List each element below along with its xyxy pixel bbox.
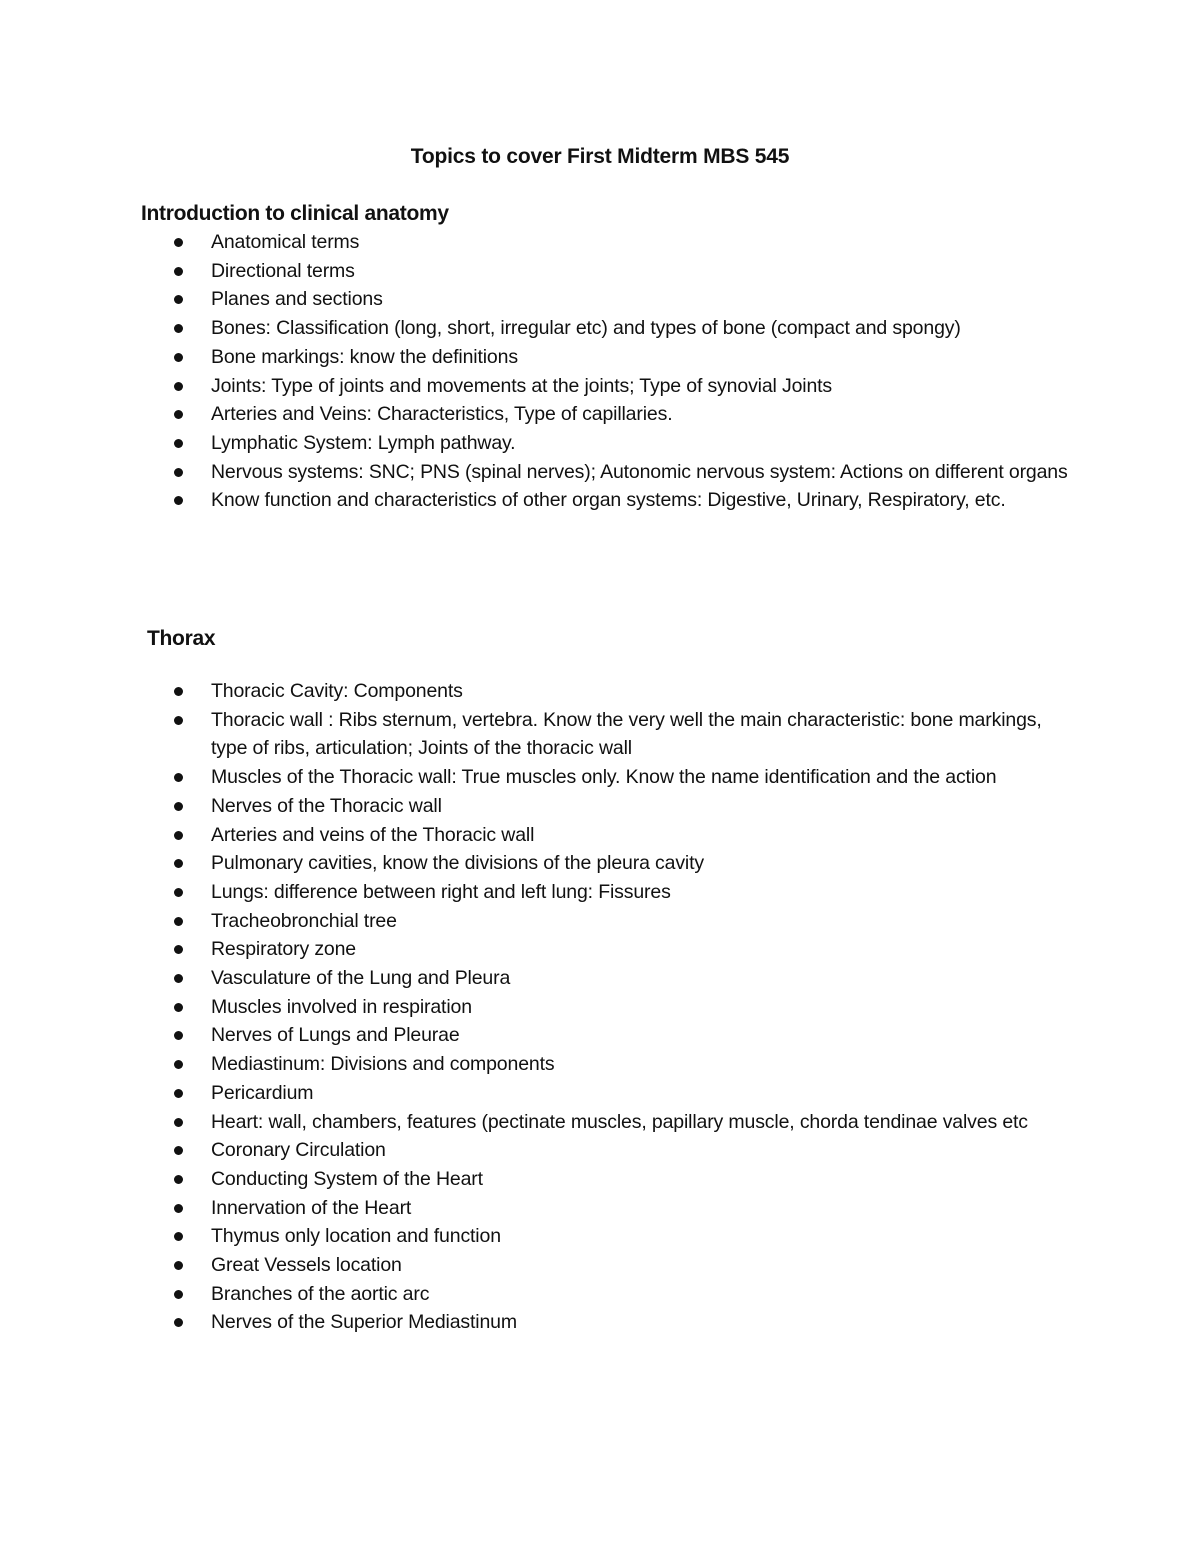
list-item-text: Conducting System of the Heart [211,1167,483,1190]
bullet-icon [174,687,183,696]
list-item [0,763,1071,792]
list-item [0,285,1071,314]
list-item-text: Thoracic Cavity: Components [211,680,463,702]
list-item-text: Great Vessels location [211,1254,402,1277]
list-item-text: Nerves of the Thoracic wall [211,794,442,817]
list-item [0,314,1071,343]
bullet-icon [174,1175,183,1184]
list-item-text: Directional terms [211,259,355,282]
list-item [0,1251,1071,1280]
list-item-text: Innervation of the Heart [211,1196,412,1219]
document-title: Topics to cover First Midterm MBS 545 [410,145,790,168]
list-item-text: Nerves of the Superior Mediastinum [211,1311,517,1334]
list-item-text: Respiratory zone [211,938,357,961]
bullet-icon [174,1232,183,1241]
list-item-text: Thoracic wall : Ribs sternum, vertebra. Know the very well the main characteristic: bone markings, type of ribs, articulation; Joints of the thoracic wall [211,708,1042,760]
list-item [0,1050,1071,1079]
bullet-icon [174,1118,183,1127]
list-item-text: Arteries and Veins: Characteristics, Type of capillaries. [211,403,673,426]
list-item [0,935,1071,964]
list-item-text: Pulmonary cavities, know the divisions of the pleura cavity [211,852,704,875]
bullet-icon [174,267,183,276]
list-item-text: Nervous systems: SNC; PNS (spinal nerves); Autonomic nervous system: Actions on different organs [211,460,1068,483]
list-item-text: Nerves of Lungs and Pleurae [211,1024,460,1047]
list-item [0,792,1071,821]
list-item [0,706,1071,763]
list-item [0,907,1071,936]
list-item-text: Tracheobronchial tree [211,909,397,932]
bullet-icon [174,295,183,304]
bullet-icon [174,439,183,448]
bullet-icon [174,888,183,897]
list-item [0,1021,1071,1050]
list-item-text: Lungs: difference between right and left lung: Fissures [211,880,671,903]
list-item [0,1280,1071,1309]
list-item-text: Joints: Type of joints and movements at the joints; Type of synovial Joints [211,374,833,397]
list-item-text: Vasculature of the Lung and Pleura [211,967,511,990]
list-item [0,429,1071,458]
list-item-text: Bones: Classification (long, short, irregular etc) and types of bone (compact and spongy) [211,317,961,340]
list-item-text: Thymus only location and function [211,1225,501,1248]
topic-list-introduction [0,228,1200,515]
bullet-icon [174,802,183,811]
bullet-icon [174,1031,183,1040]
bullet-icon [174,468,183,477]
bullet-icon [174,917,183,926]
list-item-text: Know function and characteristics of other organ systems: Digestive, Urinary, Respiratory, etc. [211,489,1006,512]
list-item-text: Pericardium [211,1081,314,1104]
bullet-icon [174,1204,183,1213]
bullet-icon [174,716,183,725]
list-item-text: Lymphatic System: Lymph pathway. [211,431,516,454]
bullet-icon [174,945,183,954]
list-item [0,878,1071,907]
topic-list-thorax [0,677,1200,1337]
list-item [0,400,1071,429]
list-item [0,257,1071,286]
list-item [0,372,1071,401]
list-item [0,964,1071,993]
list-item-text: Arteries and veins of the Thoracic wall [211,823,535,846]
list-item [0,821,1071,850]
list-item [0,1165,1071,1194]
section-heading-introduction: Introduction to clinical anatomy [141,202,449,225]
list-item [0,486,1071,515]
bullet-icon [174,496,183,505]
list-item [0,1079,1071,1108]
bullet-icon [174,1318,183,1327]
bullet-icon [174,382,183,391]
list-item [0,1308,1071,1337]
list-item [0,343,1071,372]
bullet-icon [174,1146,183,1155]
bullet-icon [174,353,183,362]
list-item [0,677,1071,706]
bullet-icon [174,1060,183,1069]
list-item-text: Branches of the aortic arc [211,1282,430,1305]
list-item-text: Heart: wall, chambers, features (pectinate muscles, papillary muscle, chorda tendinae valves etc [211,1110,1028,1133]
bullet-icon [174,410,183,419]
bullet-icon [174,1261,183,1270]
list-item-text: Mediastinum: Divisions and components [211,1053,555,1076]
list-item [0,993,1071,1022]
list-item [0,228,1071,257]
bullet-icon [174,859,183,868]
bullet-icon [174,1290,183,1299]
list-item-text: Muscles of the Thoracic wall: True muscles only. Know the name identification and the action [211,766,997,789]
list-item-text: Muscles involved in respiration [211,995,472,1018]
bullet-icon [174,1003,183,1012]
list-item-text: Anatomical terms [211,231,360,253]
list-item [0,1194,1071,1223]
list-item-text: Coronary Circulation [211,1139,386,1162]
list-item [0,1136,1071,1165]
list-item-text: Planes and sections [211,288,383,311]
list-item-text: Bone markings: know the definitions [211,345,518,368]
bullet-icon [174,238,183,247]
bullet-icon [174,831,183,840]
section-heading-thorax: Thorax [147,627,216,650]
list-item [0,849,1071,878]
bullet-icon [174,324,183,333]
bullet-icon [174,974,183,983]
list-item [0,1222,1071,1251]
bullet-icon [174,1089,183,1098]
list-item [0,1108,1071,1137]
list-item [0,458,1071,487]
bullet-icon [174,773,183,782]
